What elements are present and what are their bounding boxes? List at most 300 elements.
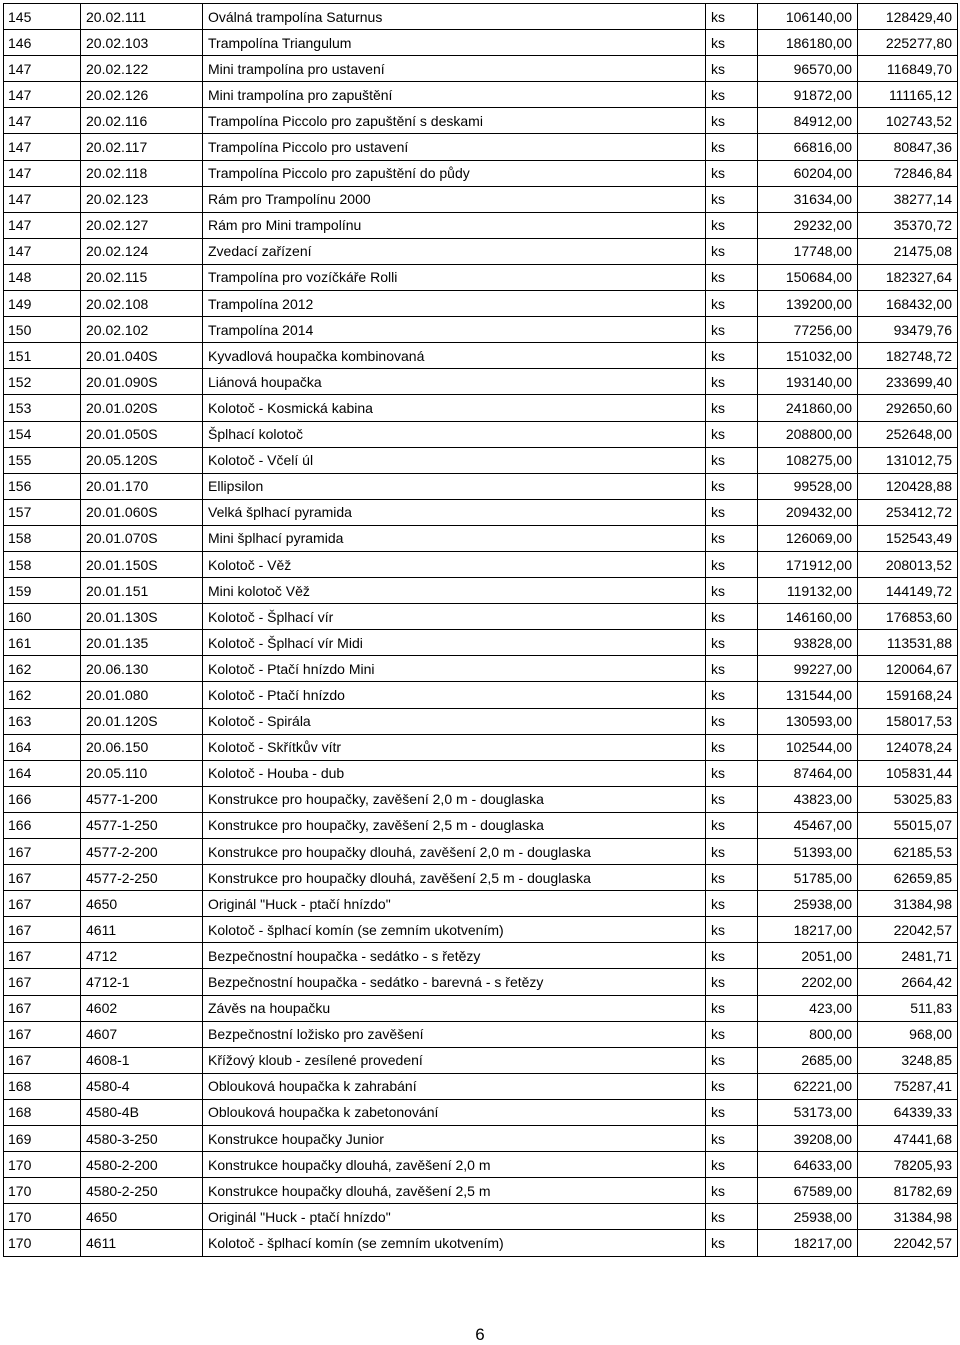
- price-without-vat-cell: 423,00: [758, 995, 858, 1021]
- page-ref-cell: 168: [4, 1073, 81, 1099]
- page-ref-cell: 147: [4, 160, 81, 186]
- item-name-cell: Konstrukce pro houpačky, zavěšení 2,5 m - douglaska: [203, 812, 706, 838]
- unit-cell: ks: [706, 551, 758, 577]
- unit-cell: ks: [706, 604, 758, 630]
- item-name-cell: Konstrukce pro houpačky dlouhá, zavěšení 2,0 m - douglaska: [203, 839, 706, 865]
- price-without-vat-cell: 18217,00: [758, 1230, 858, 1256]
- table-row: [4, 812, 958, 838]
- price-without-vat-cell: 25938,00: [758, 1204, 858, 1230]
- table-row: [4, 1021, 958, 1047]
- item-code-cell: 4712: [81, 943, 203, 969]
- table-row: [4, 604, 958, 630]
- item-name-cell: Konstrukce pro houpačky, zavěšení 2,0 m - douglaska: [203, 786, 706, 812]
- price-with-vat-cell: 22042,57: [858, 1230, 958, 1256]
- price-without-vat-cell: 77256,00: [758, 317, 858, 343]
- page-ref-cell: 147: [4, 186, 81, 212]
- price-without-vat-cell: 800,00: [758, 1021, 858, 1047]
- page-ref-cell: 149: [4, 291, 81, 317]
- table-row: [4, 160, 958, 186]
- price-with-vat-cell: 128429,40: [858, 4, 958, 30]
- table-row: [4, 473, 958, 499]
- price-with-vat-cell: 120428,88: [858, 473, 958, 499]
- unit-cell: ks: [706, 578, 758, 604]
- item-code-cell: 4580-2-250: [81, 1178, 203, 1204]
- item-code-cell: 20.01.080: [81, 682, 203, 708]
- page-ref-cell: 153: [4, 395, 81, 421]
- page-ref-cell: 146: [4, 30, 81, 56]
- price-with-vat-cell: 75287,41: [858, 1073, 958, 1099]
- item-code-cell: 20.06.150: [81, 734, 203, 760]
- price-with-vat-cell: 78205,93: [858, 1152, 958, 1178]
- item-code-cell: 20.02.111: [81, 4, 203, 30]
- price-with-vat-cell: 120064,67: [858, 656, 958, 682]
- item-code-cell: 20.01.120S: [81, 708, 203, 734]
- item-name-cell: Kolotoč - Šplhací vír Midi: [203, 630, 706, 656]
- table-row: [4, 839, 958, 865]
- price-with-vat-cell: 233699,40: [858, 369, 958, 395]
- price-without-vat-cell: 119132,00: [758, 578, 858, 604]
- page-ref-cell: 166: [4, 786, 81, 812]
- price-without-vat-cell: 39208,00: [758, 1126, 858, 1152]
- item-name-cell: Bezpečnostní ložisko pro zavěšení: [203, 1021, 706, 1047]
- price-without-vat-cell: 67589,00: [758, 1178, 858, 1204]
- item-name-cell: Konstrukce houpačky dlouhá, zavěšení 2,0 m: [203, 1152, 706, 1178]
- table-row: [4, 291, 958, 317]
- page-ref-cell: 167: [4, 969, 81, 995]
- price-with-vat-cell: 53025,83: [858, 786, 958, 812]
- item-name-cell: Trampolína Triangulum: [203, 30, 706, 56]
- price-with-vat-cell: 158017,53: [858, 708, 958, 734]
- item-name-cell: Kolotoč - Skřítkův vítr: [203, 734, 706, 760]
- unit-cell: ks: [706, 264, 758, 290]
- page-ref-cell: 167: [4, 1021, 81, 1047]
- item-code-cell: 20.02.123: [81, 186, 203, 212]
- unit-cell: ks: [706, 1178, 758, 1204]
- unit-cell: ks: [706, 499, 758, 525]
- table-row: [4, 525, 958, 551]
- table-row: [4, 395, 958, 421]
- unit-cell: ks: [706, 734, 758, 760]
- item-name-cell: Kolotoč - Včelí úl: [203, 447, 706, 473]
- item-code-cell: 20.01.070S: [81, 525, 203, 551]
- item-code-cell: 4608-1: [81, 1047, 203, 1073]
- unit-cell: ks: [706, 1126, 758, 1152]
- item-code-cell: 20.06.130: [81, 656, 203, 682]
- table-row: [4, 30, 958, 56]
- price-with-vat-cell: 292650,60: [858, 395, 958, 421]
- page-ref-cell: 170: [4, 1152, 81, 1178]
- price-with-vat-cell: 72846,84: [858, 160, 958, 186]
- page-ref-cell: 164: [4, 734, 81, 760]
- item-name-cell: Mini šplhací pyramida: [203, 525, 706, 551]
- item-name-cell: Ellipsilon: [203, 473, 706, 499]
- price-without-vat-cell: 43823,00: [758, 786, 858, 812]
- page-ref-cell: 147: [4, 82, 81, 108]
- price-with-vat-cell: 208013,52: [858, 551, 958, 577]
- item-name-cell: Kolotoč - Spirála: [203, 708, 706, 734]
- item-name-cell: Rám pro Trampolínu 2000: [203, 186, 706, 212]
- page-ref-cell: 161: [4, 630, 81, 656]
- table-row: [4, 1047, 958, 1073]
- table-row: [4, 1204, 958, 1230]
- price-table: [3, 3, 958, 1257]
- page-ref-cell: 147: [4, 134, 81, 160]
- price-with-vat-cell: 2481,71: [858, 943, 958, 969]
- item-code-cell: 4607: [81, 1021, 203, 1047]
- price-with-vat-cell: 168432,00: [858, 291, 958, 317]
- item-name-cell: Kolotoč - Věž: [203, 551, 706, 577]
- price-without-vat-cell: 99528,00: [758, 473, 858, 499]
- price-without-vat-cell: 150684,00: [758, 264, 858, 290]
- unit-cell: ks: [706, 1204, 758, 1230]
- item-name-cell: Originál "Huck - ptačí hnízdo": [203, 1204, 706, 1230]
- unit-cell: ks: [706, 160, 758, 186]
- unit-cell: ks: [706, 656, 758, 682]
- price-without-vat-cell: 64633,00: [758, 1152, 858, 1178]
- item-name-cell: Kolotoč - šplhací komín (se zemním ukotvením): [203, 917, 706, 943]
- price-without-vat-cell: 45467,00: [758, 812, 858, 838]
- price-with-vat-cell: 64339,33: [858, 1099, 958, 1125]
- price-with-vat-cell: 144149,72: [858, 578, 958, 604]
- unit-cell: ks: [706, 1073, 758, 1099]
- price-with-vat-cell: 225277,80: [858, 30, 958, 56]
- table-row: [4, 108, 958, 134]
- page-ref-cell: 154: [4, 421, 81, 447]
- item-code-cell: 4602: [81, 995, 203, 1021]
- price-with-vat-cell: 31384,98: [858, 1204, 958, 1230]
- price-with-vat-cell: 35370,72: [858, 212, 958, 238]
- unit-cell: ks: [706, 1021, 758, 1047]
- item-code-cell: 20.02.126: [81, 82, 203, 108]
- unit-cell: ks: [706, 969, 758, 995]
- price-with-vat-cell: 62659,85: [858, 865, 958, 891]
- page-ref-cell: 158: [4, 551, 81, 577]
- price-without-vat-cell: 108275,00: [758, 447, 858, 473]
- price-without-vat-cell: 96570,00: [758, 56, 858, 82]
- price-without-vat-cell: 93828,00: [758, 630, 858, 656]
- unit-cell: ks: [706, 1230, 758, 1256]
- price-without-vat-cell: 209432,00: [758, 499, 858, 525]
- price-without-vat-cell: 25938,00: [758, 891, 858, 917]
- page-ref-cell: 155: [4, 447, 81, 473]
- item-name-cell: Liánová houpačka: [203, 369, 706, 395]
- price-with-vat-cell: 124078,24: [858, 734, 958, 760]
- page-ref-cell: 162: [4, 656, 81, 682]
- item-name-cell: Oválná trampolína Saturnus: [203, 4, 706, 30]
- table-row: [4, 917, 958, 943]
- item-name-cell: Kolotoč - Šplhací vír: [203, 604, 706, 630]
- item-name-cell: Trampolína Piccolo pro zapuštění do půdy: [203, 160, 706, 186]
- item-name-cell: Kolotoč - šplhací komín (se zemním ukotvením): [203, 1230, 706, 1256]
- table-row: [4, 578, 958, 604]
- item-name-cell: Závěs na houpačku: [203, 995, 706, 1021]
- item-code-cell: 4577-1-200: [81, 786, 203, 812]
- price-with-vat-cell: 111165,12: [858, 82, 958, 108]
- unit-cell: ks: [706, 760, 758, 786]
- table-row: [4, 134, 958, 160]
- table-row: [4, 551, 958, 577]
- item-name-cell: Zvedací zařízení: [203, 238, 706, 264]
- page-ref-cell: 167: [4, 1047, 81, 1073]
- table-row: [4, 708, 958, 734]
- page-ref-cell: 167: [4, 891, 81, 917]
- item-code-cell: 4712-1: [81, 969, 203, 995]
- item-code-cell: 20.02.127: [81, 212, 203, 238]
- price-table-body: [4, 4, 958, 1257]
- price-without-vat-cell: 18217,00: [758, 917, 858, 943]
- price-with-vat-cell: 131012,75: [858, 447, 958, 473]
- table-row: [4, 969, 958, 995]
- item-code-cell: 20.01.170: [81, 473, 203, 499]
- unit-cell: ks: [706, 343, 758, 369]
- table-row: [4, 1152, 958, 1178]
- unit-cell: ks: [706, 447, 758, 473]
- table-row: [4, 682, 958, 708]
- price-without-vat-cell: 139200,00: [758, 291, 858, 317]
- unit-cell: ks: [706, 186, 758, 212]
- item-code-cell: 4577-2-200: [81, 839, 203, 865]
- page-ref-cell: 164: [4, 760, 81, 786]
- price-without-vat-cell: 17748,00: [758, 238, 858, 264]
- price-without-vat-cell: 62221,00: [758, 1073, 858, 1099]
- price-without-vat-cell: 126069,00: [758, 525, 858, 551]
- page-ref-cell: 150: [4, 317, 81, 343]
- page-ref-cell: 166: [4, 812, 81, 838]
- item-code-cell: 20.01.090S: [81, 369, 203, 395]
- unit-cell: ks: [706, 917, 758, 943]
- page-ref-cell: 167: [4, 917, 81, 943]
- price-without-vat-cell: 53173,00: [758, 1099, 858, 1125]
- table-row: [4, 264, 958, 290]
- unit-cell: ks: [706, 1152, 758, 1178]
- price-with-vat-cell: 252648,00: [858, 421, 958, 447]
- price-without-vat-cell: 60204,00: [758, 160, 858, 186]
- price-without-vat-cell: 99227,00: [758, 656, 858, 682]
- item-name-cell: Mini kolotoč Věž: [203, 578, 706, 604]
- item-code-cell: 4580-4B: [81, 1099, 203, 1125]
- item-name-cell: Rám pro Mini trampolínu: [203, 212, 706, 238]
- price-with-vat-cell: 511,83: [858, 995, 958, 1021]
- item-code-cell: 20.05.110: [81, 760, 203, 786]
- table-row: [4, 734, 958, 760]
- price-with-vat-cell: 159168,24: [858, 682, 958, 708]
- item-name-cell: Trampolína 2012: [203, 291, 706, 317]
- page-ref-cell: 151: [4, 343, 81, 369]
- unit-cell: ks: [706, 4, 758, 30]
- unit-cell: ks: [706, 995, 758, 1021]
- price-without-vat-cell: 131544,00: [758, 682, 858, 708]
- price-without-vat-cell: 171912,00: [758, 551, 858, 577]
- item-name-cell: Bezpečnostní houpačka - sedátko - s řetězy: [203, 943, 706, 969]
- table-row: [4, 1099, 958, 1125]
- page-ref-cell: 156: [4, 473, 81, 499]
- unit-cell: ks: [706, 786, 758, 812]
- item-code-cell: 20.01.150S: [81, 551, 203, 577]
- table-row: [4, 1178, 958, 1204]
- unit-cell: ks: [706, 317, 758, 343]
- table-row: [4, 865, 958, 891]
- price-without-vat-cell: 31634,00: [758, 186, 858, 212]
- unit-cell: ks: [706, 839, 758, 865]
- item-code-cell: 20.02.102: [81, 317, 203, 343]
- unit-cell: ks: [706, 134, 758, 160]
- price-without-vat-cell: 106140,00: [758, 4, 858, 30]
- price-with-vat-cell: 80847,36: [858, 134, 958, 160]
- item-code-cell: 20.02.116: [81, 108, 203, 134]
- unit-cell: ks: [706, 865, 758, 891]
- price-with-vat-cell: 62185,53: [858, 839, 958, 865]
- item-name-cell: Mini trampolína pro ustavení: [203, 56, 706, 82]
- table-row: [4, 943, 958, 969]
- item-code-cell: 20.02.115: [81, 264, 203, 290]
- item-code-cell: 20.05.120S: [81, 447, 203, 473]
- price-without-vat-cell: 130593,00: [758, 708, 858, 734]
- item-name-cell: Kolotoč - Houba - dub: [203, 760, 706, 786]
- unit-cell: ks: [706, 82, 758, 108]
- item-name-cell: Oblouková houpačka k zahrabání: [203, 1073, 706, 1099]
- price-with-vat-cell: 38277,14: [858, 186, 958, 212]
- table-row: [4, 760, 958, 786]
- price-without-vat-cell: 208800,00: [758, 421, 858, 447]
- price-without-vat-cell: 186180,00: [758, 30, 858, 56]
- price-with-vat-cell: 105831,44: [858, 760, 958, 786]
- item-name-cell: Kolotoč - Ptačí hnízdo Mini: [203, 656, 706, 682]
- item-code-cell: 4650: [81, 1204, 203, 1230]
- unit-cell: ks: [706, 421, 758, 447]
- price-without-vat-cell: 193140,00: [758, 369, 858, 395]
- item-name-cell: Konstrukce pro houpačky dlouhá, zavěšení 2,5 m - douglaska: [203, 865, 706, 891]
- item-name-cell: Mini trampolína pro zapuštění: [203, 82, 706, 108]
- page-ref-cell: 147: [4, 212, 81, 238]
- page-ref-cell: 147: [4, 108, 81, 134]
- table-row: [4, 212, 958, 238]
- price-with-vat-cell: 176853,60: [858, 604, 958, 630]
- page-ref-cell: 167: [4, 995, 81, 1021]
- page-ref-cell: 158: [4, 525, 81, 551]
- item-code-cell: 20.01.130S: [81, 604, 203, 630]
- item-code-cell: 20.01.151: [81, 578, 203, 604]
- unit-cell: ks: [706, 708, 758, 734]
- unit-cell: ks: [706, 891, 758, 917]
- item-code-cell: 4580-2-200: [81, 1152, 203, 1178]
- unit-cell: ks: [706, 682, 758, 708]
- item-code-cell: 20.01.040S: [81, 343, 203, 369]
- item-code-cell: 20.02.122: [81, 56, 203, 82]
- price-without-vat-cell: 146160,00: [758, 604, 858, 630]
- price-with-vat-cell: 93479,76: [858, 317, 958, 343]
- table-row: [4, 1230, 958, 1256]
- table-row: [4, 186, 958, 212]
- page-number: 6: [475, 1325, 485, 1344]
- unit-cell: ks: [706, 1099, 758, 1125]
- table-row: [4, 82, 958, 108]
- table-row: [4, 630, 958, 656]
- page-ref-cell: 167: [4, 865, 81, 891]
- price-with-vat-cell: 116849,70: [858, 56, 958, 82]
- price-without-vat-cell: 51393,00: [758, 839, 858, 865]
- unit-cell: ks: [706, 108, 758, 134]
- price-without-vat-cell: 91872,00: [758, 82, 858, 108]
- item-name-cell: Kyvadlová houpačka kombinovaná: [203, 343, 706, 369]
- unit-cell: ks: [706, 943, 758, 969]
- price-without-vat-cell: 241860,00: [758, 395, 858, 421]
- price-without-vat-cell: 84912,00: [758, 108, 858, 134]
- table-row: [4, 238, 958, 264]
- unit-cell: ks: [706, 525, 758, 551]
- page-ref-cell: 163: [4, 708, 81, 734]
- page-ref-cell: 159: [4, 578, 81, 604]
- table-row: [4, 317, 958, 343]
- page-ref-cell: 168: [4, 1099, 81, 1125]
- price-with-vat-cell: 55015,07: [858, 812, 958, 838]
- item-code-cell: 20.01.020S: [81, 395, 203, 421]
- price-without-vat-cell: 2202,00: [758, 969, 858, 995]
- page-ref-cell: 170: [4, 1204, 81, 1230]
- price-with-vat-cell: 113531,88: [858, 630, 958, 656]
- price-without-vat-cell: 87464,00: [758, 760, 858, 786]
- page-ref-cell: 148: [4, 264, 81, 290]
- table-row: [4, 995, 958, 1021]
- price-with-vat-cell: 152543,49: [858, 525, 958, 551]
- price-without-vat-cell: 151032,00: [758, 343, 858, 369]
- item-name-cell: Originál "Huck - ptačí hnízdo": [203, 891, 706, 917]
- unit-cell: ks: [706, 369, 758, 395]
- unit-cell: ks: [706, 56, 758, 82]
- table-row: [4, 343, 958, 369]
- page-ref-cell: 147: [4, 238, 81, 264]
- table-row: [4, 891, 958, 917]
- unit-cell: ks: [706, 291, 758, 317]
- item-code-cell: 4611: [81, 917, 203, 943]
- table-row: [4, 56, 958, 82]
- page-ref-cell: 147: [4, 56, 81, 82]
- price-with-vat-cell: 3248,85: [858, 1047, 958, 1073]
- table-row: [4, 499, 958, 525]
- item-code-cell: 20.02.117: [81, 134, 203, 160]
- item-name-cell: Konstrukce houpačky Junior: [203, 1126, 706, 1152]
- price-with-vat-cell: 21475,08: [858, 238, 958, 264]
- table-row: [4, 369, 958, 395]
- item-code-cell: 4580-3-250: [81, 1126, 203, 1152]
- price-without-vat-cell: 2685,00: [758, 1047, 858, 1073]
- price-with-vat-cell: 2664,42: [858, 969, 958, 995]
- item-name-cell: Trampolína Piccolo pro zapuštění s deskami: [203, 108, 706, 134]
- table-row: [4, 4, 958, 30]
- item-code-cell: 4650: [81, 891, 203, 917]
- item-name-cell: Konstrukce houpačky dlouhá, zavěšení 2,5 m: [203, 1178, 706, 1204]
- price-with-vat-cell: 968,00: [858, 1021, 958, 1047]
- table-row: [4, 421, 958, 447]
- item-code-cell: 20.02.124: [81, 238, 203, 264]
- price-without-vat-cell: 51785,00: [758, 865, 858, 891]
- item-name-cell: Bezpečnostní houpačka - sedátko - barevná - s řetězy: [203, 969, 706, 995]
- price-with-vat-cell: 102743,52: [858, 108, 958, 134]
- page-ref-cell: 160: [4, 604, 81, 630]
- price-with-vat-cell: 31384,98: [858, 891, 958, 917]
- item-code-cell: 20.02.108: [81, 291, 203, 317]
- item-code-cell: 20.02.103: [81, 30, 203, 56]
- item-code-cell: 20.01.135: [81, 630, 203, 656]
- unit-cell: ks: [706, 395, 758, 421]
- price-with-vat-cell: 22042,57: [858, 917, 958, 943]
- page-ref-cell: 145: [4, 4, 81, 30]
- unit-cell: ks: [706, 473, 758, 499]
- item-name-cell: Šplhací kolotoč: [203, 421, 706, 447]
- item-code-cell: 4580-4: [81, 1073, 203, 1099]
- table-row: [4, 1073, 958, 1099]
- price-with-vat-cell: 182748,72: [858, 343, 958, 369]
- item-code-cell: 4577-2-250: [81, 865, 203, 891]
